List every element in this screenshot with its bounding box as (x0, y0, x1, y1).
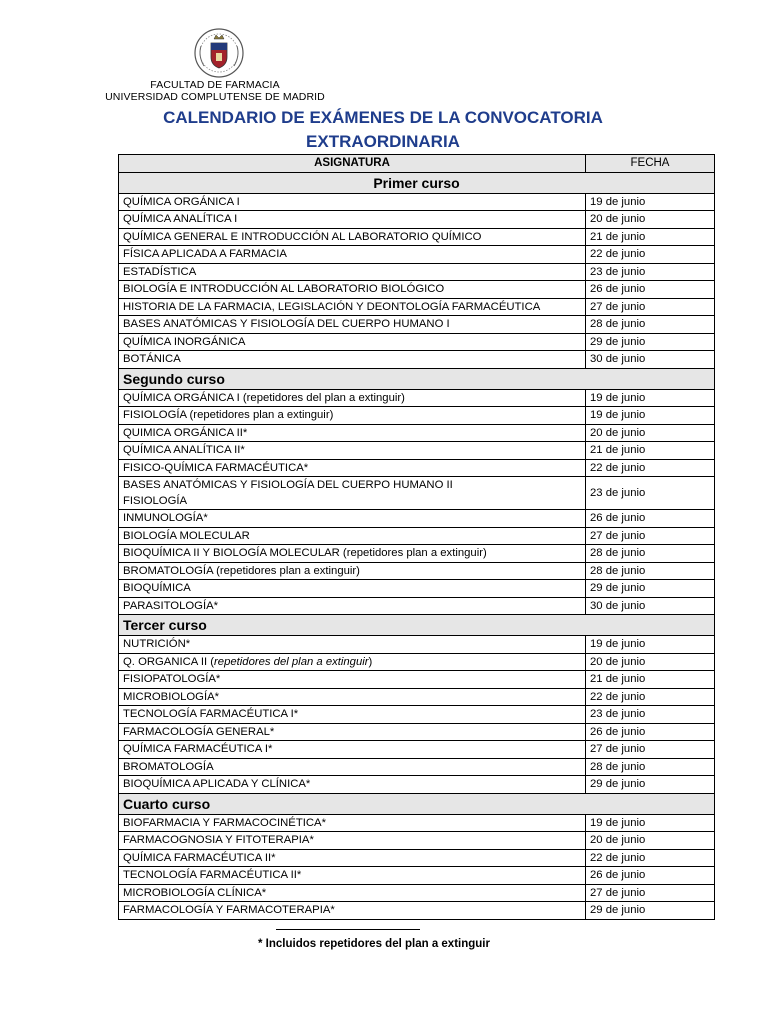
footnote-divider (276, 929, 420, 930)
table-row (119, 688, 715, 706)
subject-cell: QUÍMICA FARMACÉUTICA I* (119, 741, 586, 759)
subject-cell: TECNOLOGÍA FARMACÉUTICA I* (119, 706, 586, 724)
date-cell: 26 de junio (586, 510, 715, 528)
date-cell: 20 de junio (586, 211, 715, 229)
subject-cell: BASES ANATÓMICAS Y FISIOLOGÍA DEL CUERPO HUMANO I (119, 316, 586, 334)
date-cell: 27 de junio (586, 298, 715, 316)
date-cell: 20 de junio (586, 653, 715, 671)
date-cell: 29 de junio (586, 580, 715, 598)
date-cell: 27 de junio (586, 741, 715, 759)
date-cell: 26 de junio (586, 723, 715, 741)
date-cell: 19 de junio (586, 636, 715, 654)
date-cell: 30 de junio (586, 351, 715, 369)
date-cell: 23 de junio (586, 477, 715, 510)
column-header-subject: ASIGNATURA (119, 155, 586, 173)
subject-cell: FARMACOGNOSIA Y FITOTERAPIA* (119, 832, 586, 850)
title-line-1: CALENDARIO DE EXÁMENES DE LA CONVOCATORIA (163, 108, 603, 127)
date-cell: 19 de junio (586, 407, 715, 425)
table-row (119, 333, 715, 351)
column-header-date: FECHA (586, 155, 715, 173)
subject-cell: BIOQUÍMICA (119, 580, 586, 598)
date-cell: 20 de junio (586, 832, 715, 850)
table-row (119, 298, 715, 316)
date-cell: 27 de junio (586, 527, 715, 545)
title-line-2: EXTRAORDINARIA (306, 132, 460, 151)
section-title: Segundo curso (119, 368, 715, 389)
faculty-name: FACULTAD DE FARMACIA (150, 79, 280, 91)
subject-cell: BIOQUÍMICA II Y BIOLOGÍA MOLECULAR (repetidores plan a extinguir) (119, 545, 586, 563)
crest-icon (195, 29, 243, 77)
subject-cell: BOTÁNICA (119, 351, 586, 369)
subject-cell: QUÍMICA INORGÁNICA (119, 333, 586, 351)
table-row (119, 228, 715, 246)
section-heading-segundo-curso (119, 368, 715, 389)
subject-cell: QUÍMICA ANALÍTICA I (119, 211, 586, 229)
date-cell: 29 de junio (586, 902, 715, 920)
table-row (119, 442, 715, 460)
date-cell: 28 de junio (586, 758, 715, 776)
table-row (119, 814, 715, 832)
subject-cell: FISICO-QUÍMICA FARMACÉUTICA* (119, 459, 586, 477)
subject-cell: FARMACOLOGÍA GENERAL* (119, 723, 586, 741)
institution-block (100, 79, 330, 103)
table-row (119, 832, 715, 850)
table-row (119, 884, 715, 902)
table-header-row (119, 155, 715, 173)
date-cell: 28 de junio (586, 562, 715, 580)
subject-cell: MICROBIOLOGÍA* (119, 688, 586, 706)
date-cell: 28 de junio (586, 316, 715, 334)
table-row (119, 562, 715, 580)
subject-cell: HISTORIA DE LA FARMACIA, LEGISLACIÓN Y DEONTOLOGÍA FARMACÉUTICA (119, 298, 586, 316)
subject-cell: FISIOPATOLOGÍA* (119, 671, 586, 689)
table-row (119, 636, 715, 654)
subject-cell: MICROBIOLOGÍA CLÍNICA* (119, 884, 586, 902)
section-title: Cuarto curso (119, 793, 715, 814)
table-row (119, 758, 715, 776)
date-cell: 22 de junio (586, 459, 715, 477)
table-row (119, 424, 715, 442)
table-row (119, 459, 715, 477)
subject-cell (119, 477, 586, 510)
table-row (119, 477, 715, 510)
date-cell: 23 de junio (586, 706, 715, 724)
table-row (119, 510, 715, 528)
table-row (119, 776, 715, 794)
date-cell: 21 de junio (586, 442, 715, 460)
table-row (119, 849, 715, 867)
table-row (119, 867, 715, 885)
section-heading-cuarto-curso (119, 793, 715, 814)
subject-cell: INMUNOLOGÍA* (119, 510, 586, 528)
date-cell: 23 de junio (586, 263, 715, 281)
subject-line: BASES ANATÓMICAS Y FISIOLOGÍA DEL CUERPO HUMANO II (123, 479, 453, 491)
subject-line: FISIOLOGÍA (123, 495, 188, 507)
table-row (119, 389, 715, 407)
section-title: Tercer curso (119, 615, 715, 636)
subject-cell: BIOQUÍMICA APLICADA Y CLÍNICA* (119, 776, 586, 794)
date-cell: 29 de junio (586, 333, 715, 351)
subject-cell: NUTRICIÓN* (119, 636, 586, 654)
date-cell: 19 de junio (586, 389, 715, 407)
table-row (119, 545, 715, 563)
subject-cell: TECNOLOGÍA FARMACÉUTICA II* (119, 867, 586, 885)
table-row (119, 246, 715, 264)
subject-cell: BROMATOLOGÍA (119, 758, 586, 776)
subject-cell: QUÍMICA FARMACÉUTICA II* (119, 849, 586, 867)
subject-cell: FARMACOLOGÍA Y FARMACOTERAPIA* (119, 902, 586, 920)
footnote: * Incluidos repetidores del plan a extinguir (258, 938, 490, 950)
section-heading-tercer-curso (119, 615, 715, 636)
date-cell: 22 de junio (586, 246, 715, 264)
date-cell: 22 de junio (586, 849, 715, 867)
date-cell: 29 de junio (586, 776, 715, 794)
table-row (119, 723, 715, 741)
date-cell: 20 de junio (586, 424, 715, 442)
section-heading-primer-curso (119, 172, 715, 193)
table-row (119, 706, 715, 724)
exam-calendar-table (118, 154, 715, 920)
table-row (119, 597, 715, 615)
subject-cell: QUÍMICA ORGÁNICA I (119, 193, 586, 211)
document-title (118, 106, 648, 154)
date-cell: 19 de junio (586, 193, 715, 211)
table-row (119, 263, 715, 281)
subject-cell: BIOLOGÍA MOLECULAR (119, 527, 586, 545)
subject-note: repetidores del plan a extinguir (214, 655, 369, 668)
table-row (119, 316, 715, 334)
university-crest-logo (192, 26, 246, 86)
subject-text: Q. ORGANICA II (123, 655, 208, 668)
date-cell: 19 de junio (586, 814, 715, 832)
table-row (119, 653, 715, 671)
subject-cell: BIOFARMACIA Y FARMACOCINÉTICA* (119, 814, 586, 832)
table-row (119, 527, 715, 545)
date-cell: 26 de junio (586, 281, 715, 299)
subject-cell: QUIMICA ORGÁNICA II* (119, 424, 586, 442)
date-cell: 21 de junio (586, 228, 715, 246)
subject-cell: BROMATOLOGÍA (repetidores plan a extinguir) (119, 562, 586, 580)
subject-cell: Q. ORGANICA II (repetidores del plan a extinguir) (119, 653, 586, 671)
table-row (119, 902, 715, 920)
subject-cell: ESTADÍSTICA (119, 263, 586, 281)
subject-cell: FISIOLOGÍA (repetidores plan a extinguir) (119, 407, 586, 425)
table-row (119, 211, 715, 229)
table-row (119, 281, 715, 299)
subject-cell: FÍSICA APLICADA A FARMACIA (119, 246, 586, 264)
date-cell: 26 de junio (586, 867, 715, 885)
subject-cell: QUÍMICA ORGÁNICA I (repetidores del plan a extinguir) (119, 389, 586, 407)
subject-cell: PARASITOLOGÍA* (119, 597, 586, 615)
subject-cell: QUÍMICA GENERAL E INTRODUCCIÓN AL LABORATORIO QUÍMICO (119, 228, 586, 246)
date-cell: 27 de junio (586, 884, 715, 902)
table-row (119, 580, 715, 598)
section-title: Primer curso (119, 172, 715, 193)
table-row (119, 351, 715, 369)
date-cell: 30 de junio (586, 597, 715, 615)
date-cell: 22 de junio (586, 688, 715, 706)
table-row (119, 671, 715, 689)
table-row (119, 193, 715, 211)
date-cell: 21 de junio (586, 671, 715, 689)
university-name: UNIVERSIDAD COMPLUTENSE DE MADRID (105, 91, 325, 103)
table-row (119, 741, 715, 759)
subject-cell: QUÍMICA ANALÍTICA II* (119, 442, 586, 460)
subject-cell: BIOLOGÍA E INTRODUCCIÓN AL LABORATORIO BIOLÓGICO (119, 281, 586, 299)
date-cell: 28 de junio (586, 545, 715, 563)
table-row (119, 407, 715, 425)
